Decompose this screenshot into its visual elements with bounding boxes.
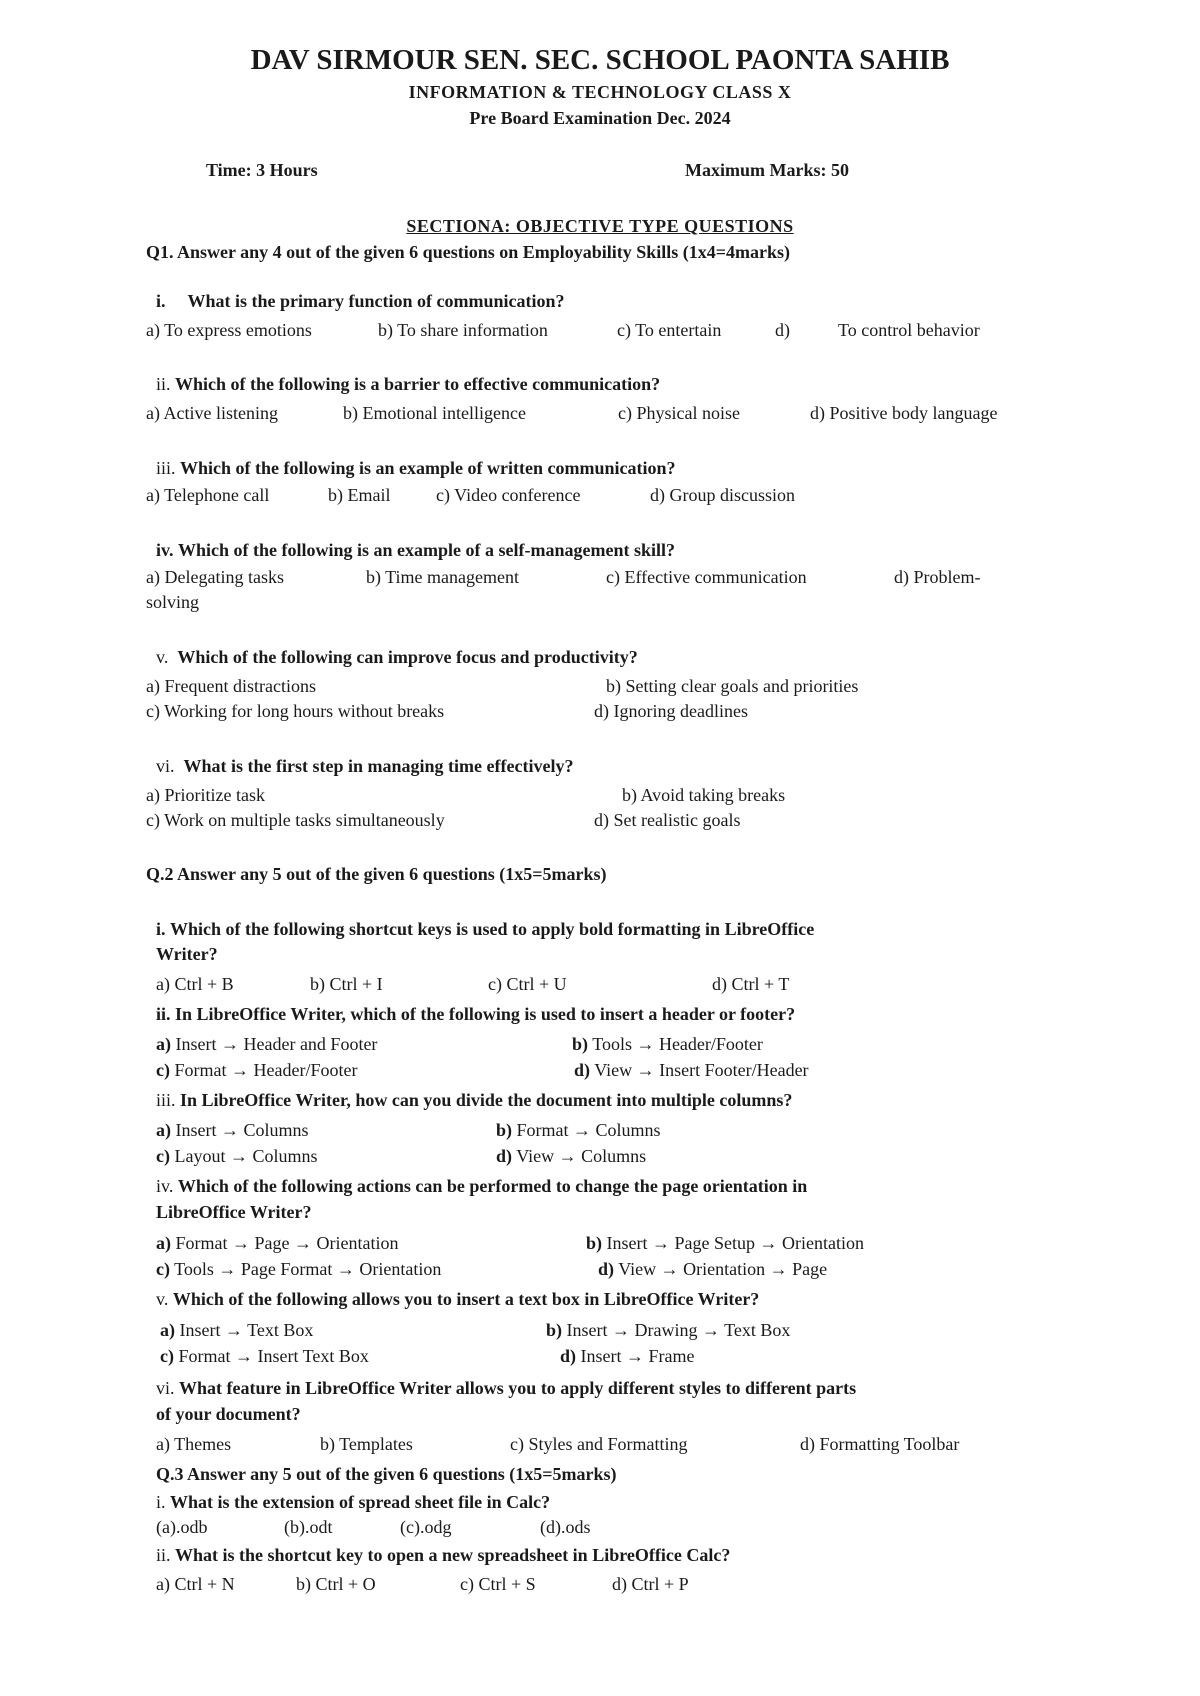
q1-ii-opt-b: b) Emotional intelligence [343,403,526,423]
q2-i-opt-a: a) Ctrl + B [156,974,234,994]
q2-v-opt-b: b) Insert → Drawing → Text Box [546,1320,791,1340]
q2-ii-opt-b: b) Tools → Header/Footer [572,1034,763,1054]
max-marks-label: Maximum Marks: 50 [685,160,849,180]
q1-i-text: What is the primary function of communication? [187,291,565,311]
exam-title: Pre Board Examination Dec. 2024 [469,108,731,128]
q1-iv-opt-d-cont: solving [146,592,200,612]
q2-iii-num: iii. [156,1090,176,1110]
q1-ii-question [156,374,660,395]
q2-v-question [156,1289,759,1310]
q2-vi-opt-a: a) Themes [156,1434,232,1454]
q2-i-opt-c: c) Ctrl + U [488,974,567,994]
q2-v-num: v. [156,1289,169,1309]
q2-v-opt-a: a) Insert → Text Box [160,1320,314,1340]
q2-vi-opt-d: d) Formatting Toolbar [800,1434,960,1454]
q1-iii-opt-d: d) Group discussion [650,485,795,505]
q1-iv-opt-c: c) Effective communication [606,567,807,587]
q2-iii-opt-b: b) Format → Columns [496,1120,661,1140]
q1-v-text: Which of the following can improve focus and productivity? [177,647,638,667]
q3-ii-opt-a: a) Ctrl + N [156,1574,235,1594]
q1-vi-question [156,756,573,777]
q2-ii-opt-a: a) Insert → Header and Footer [156,1034,378,1054]
q1-i-opt-d: To control behavior [838,320,980,340]
q2-vi-opt-c: c) Styles and Formatting [510,1434,688,1454]
q2-i-question [156,919,814,940]
q2-vi-num: vi. [156,1378,175,1398]
q2-iii-question [156,1090,792,1111]
q3-ii-opt-c: c) Ctrl + S [460,1574,536,1594]
q3-ii-num: ii. [156,1545,171,1565]
q2-v-text: Which of the following allows you to insert a text box in LibreOffice Writer? [172,1289,760,1309]
q1-i-question [156,291,565,312]
q1-i-opt-c: c) To entertain [617,320,722,340]
q2-iv-opt-a: a) Format → Page → Orientation [156,1233,399,1253]
q3-ii-opt-b: b) Ctrl + O [296,1574,376,1594]
q1-iii-text: Which of the following is an example of written communication? [180,458,676,478]
q3-i-num: i. [156,1492,166,1512]
q2-iv-text-line2: LibreOffice Writer? [156,1202,312,1222]
q1-vi-opt-a: a) Prioritize task [146,785,265,805]
q1-iv-opt-b: b) Time management [366,567,519,587]
q3-i-opt-d: (d).ods [540,1517,591,1537]
q2-ii-num: ii. [156,1004,171,1024]
q2-i-opt-b: b) Ctrl + I [310,974,383,994]
q3-i-opt-b: (b).odt [284,1517,333,1537]
q3-ii-opt-d: d) Ctrl + P [612,1574,689,1594]
q2-ii-text: In LibreOffice Writer, which of the following is used to insert a header or footer? [175,1004,796,1024]
q1-v-num: v. [156,647,169,667]
q2-i-text-line2: Writer? [156,944,218,964]
q2-iv-opt-d: d) View → Orientation → Page [598,1259,828,1279]
q3-i-opt-a: (a).odb [156,1517,208,1537]
section-a-title: SECTIONA: OBJECTIVE TYPE QUESTIONS [406,216,794,236]
q2-vi-opt-b: b) Templates [320,1434,413,1454]
time-label: Time: 3 Hours [206,160,318,180]
q1-ii-opt-c: c) Physical noise [618,403,740,423]
q2-iii-opt-d: d) View → Columns [496,1146,647,1166]
q2-iv-opt-b: b) Insert → Page Setup → Orientation [586,1233,864,1253]
q1-ii-num: ii. [156,374,171,394]
q3-i-opt-c: (c).odg [400,1517,452,1537]
q3-i-text: What is the extension of spread sheet file in Calc? [170,1492,551,1512]
q1-vi-text: What is the first step in managing time effectively? [183,756,574,776]
q1-iii-opt-a: a) Telephone call [146,485,270,505]
q1-heading: Q1. Answer any 4 out of the given 6 questions on Employability Skills (1x4=4marks) [146,242,791,262]
q2-iv-opt-c: c) Tools → Page Format → Orientation [156,1259,442,1279]
q1-ii-opt-d: d) Positive body language [810,403,998,423]
q1-iii-num: iii. [156,458,176,478]
q1-i-opt-a: a) To express emotions [146,320,312,340]
q1-vi-opt-c: c) Work on multiple tasks simultaneously [146,810,445,830]
q1-v-opt-d: d) Ignoring deadlines [594,701,748,721]
q2-iii-text: In LibreOffice Writer, how can you divide the document into multiple columns? [180,1090,793,1110]
q1-iv-text: Which of the following is an example of a self-management skill? [178,540,676,560]
q2-vi-text-line2: of your document? [156,1404,301,1424]
q2-i-opt-d: d) Ctrl + T [712,974,790,994]
q1-vi-opt-b: b) Avoid taking breaks [622,785,786,805]
q3-i-question [156,1492,550,1513]
q1-iii-question [156,458,676,479]
q2-vi-question [156,1378,856,1399]
q2-vi-text-line1: What feature in LibreOffice Writer allows you to apply different styles to different parts [179,1378,857,1398]
q1-iii-opt-c: c) Video conference [436,485,581,505]
q2-ii-opt-c: c) Format → Header/Footer [156,1060,358,1080]
q1-v-opt-a: a) Frequent distractions [146,676,316,696]
q2-ii-question [156,1004,795,1025]
q1-v-opt-c: c) Working for long hours without breaks [146,701,445,721]
q1-vi-num: vi. [156,756,175,776]
q2-iv-text-line1: Which of the following actions can be performed to change the page orientation in [177,1176,808,1196]
q3-ii-question [156,1545,730,1566]
q1-i-opt-b: b) To share information [378,320,548,340]
q1-ii-opt-a: a) Active listening [146,403,278,423]
q2-v-opt-d: d) Insert → Frame [560,1346,695,1366]
q2-ii-opt-d: d) View → Insert Footer/Header [574,1060,809,1080]
q2-iii-opt-a: a) Insert → Columns [156,1120,309,1140]
q1-i-num: i. [156,291,166,311]
q2-iv-num: iv. [156,1176,174,1196]
q3-heading: Q.3 Answer any 5 out of the given 6 questions (1x5=5marks) [156,1464,617,1484]
school-name: DAV SIRMOUR SEN. SEC. SCHOOL PAONTA SAHIB [250,44,950,76]
q1-iv-opt-d: d) Problem- [894,567,981,587]
q1-i-opt-d-label: d) [775,320,790,340]
q2-v-opt-c: c) Format → Insert Text Box [160,1346,369,1366]
q1-iv-num: iv. [156,540,174,560]
q1-iv-opt-a: a) Delegating tasks [146,567,284,587]
q2-i-num: i. [156,919,166,939]
q1-iv-question [156,540,675,561]
q2-heading: Q.2 Answer any 5 out of the given 6 questions (1x5=5marks) [146,864,607,884]
q3-ii-text: What is the shortcut key to open a new spreadsheet in LibreOffice Calc? [175,1545,731,1565]
q2-iv-question [156,1176,807,1197]
q1-vi-opt-d: d) Set realistic goals [594,810,741,830]
q2-iii-opt-c: c) Layout → Columns [156,1146,318,1166]
q1-iii-opt-b: b) Email [328,485,391,505]
q2-i-text-line1: Which of the following shortcut keys is used to apply bold formatting in LibreOffice [170,919,815,939]
q1-v-opt-b: b) Setting clear goals and priorities [606,676,859,696]
q1-v-question [156,647,638,668]
q1-ii-text: Which of the following is a barrier to effective communication? [175,374,661,394]
subject-title: INFORMATION & TECHNOLOGY CLASS X [408,82,792,102]
